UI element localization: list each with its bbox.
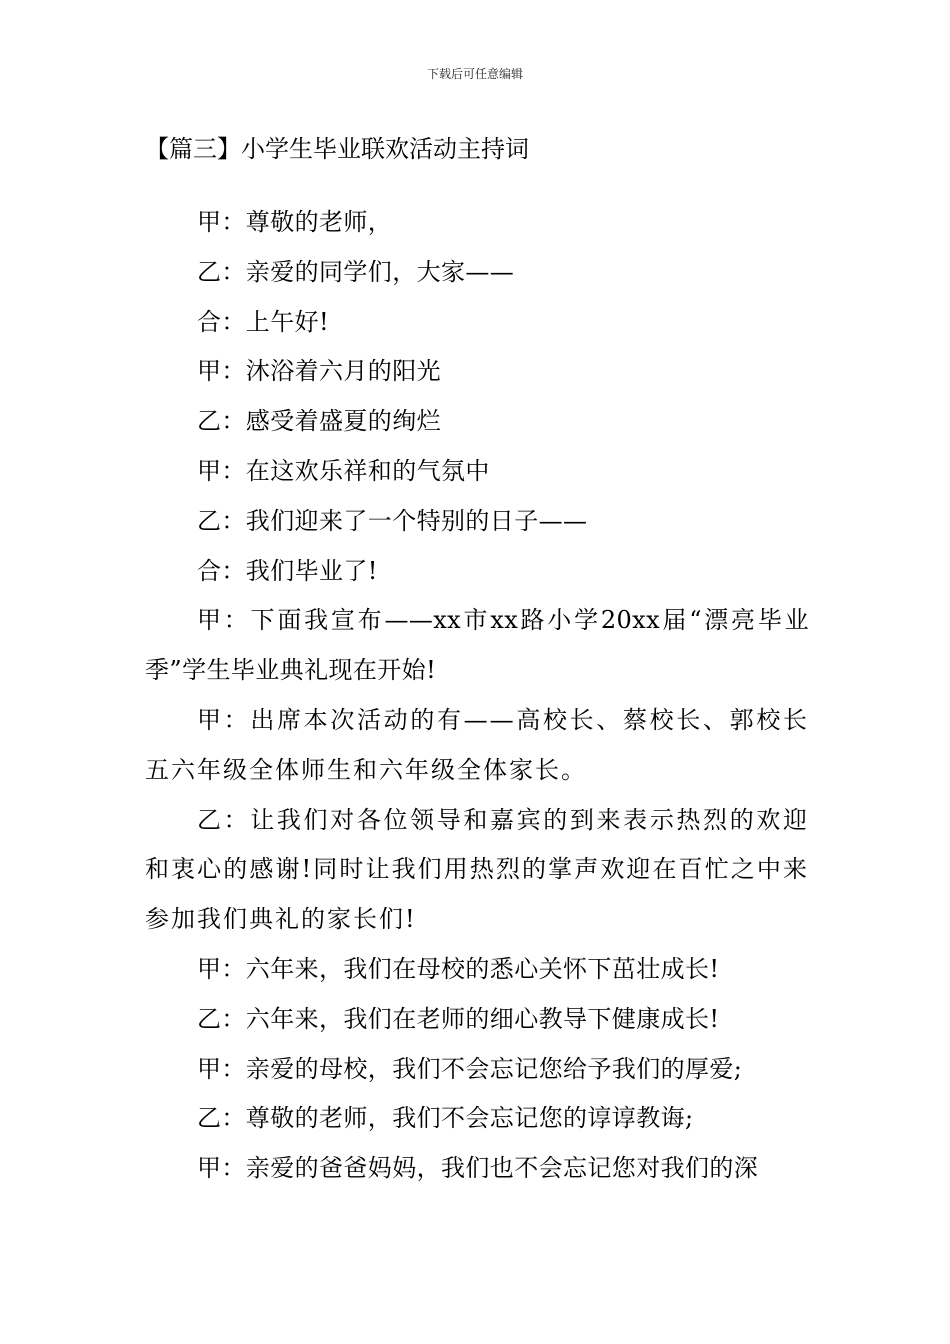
dialogue-line: 甲：沐浴着六月的阳光 — [197, 357, 441, 386]
dialogue-line: 乙：我们迎来了一个特别的日子—— — [197, 506, 588, 535]
dialogue-line: 乙：感受着盛夏的绚烂 — [197, 407, 441, 436]
dialogue-line: 甲：在这欢乐祥和的气氛中 — [197, 456, 490, 485]
dialogue-line: 甲：下面我宣布——xx市xx路小学20xx届“漂亮毕业季”学生毕业典礼现在开始! — [145, 606, 809, 685]
dialogue-line: 合：我们毕业了! — [197, 556, 378, 585]
dialogue-line: 甲：出席本次活动的有——高校长、蔡校长、郭校长五六年级全体师生和六年级全体家长。 — [145, 705, 809, 784]
dialogue-line: 甲：亲爱的爸爸妈妈，我们也不会忘记您对我们的深 — [197, 1154, 759, 1183]
dialogue-line: 合：上午好! — [197, 307, 330, 336]
document-body — [145, 198, 809, 1194]
dialogue-line: 乙：亲爱的同学们，大家—— — [197, 257, 515, 286]
dialogue-line: 甲：六年来，我们在母校的悉心关怀下茁壮成长! — [197, 954, 720, 983]
dialogue-line: 乙：六年来，我们在老师的细心教导下健康成长! — [197, 1004, 720, 1033]
dialogue-line: 乙：让我们对各位领导和嘉宾的到来表示热烈的欢迎和衷心的感谢!同时让我们用热烈的掌声欢迎在百忙之中来参加我们典礼的家长们! — [145, 805, 809, 934]
dialogue-line: 乙：尊敬的老师，我们不会忘记您的谆谆教诲; — [197, 1104, 694, 1133]
document-title: 【篇三】小学生毕业联欢活动主持词 — [145, 135, 529, 163]
dialogue-line: 甲：亲爱的母校，我们不会忘记您给予我们的厚爱; — [197, 1054, 743, 1083]
page-header-note: 下载后可任意编辑 — [426, 67, 523, 81]
dialogue-line: 甲：尊敬的老师， — [197, 208, 393, 236]
